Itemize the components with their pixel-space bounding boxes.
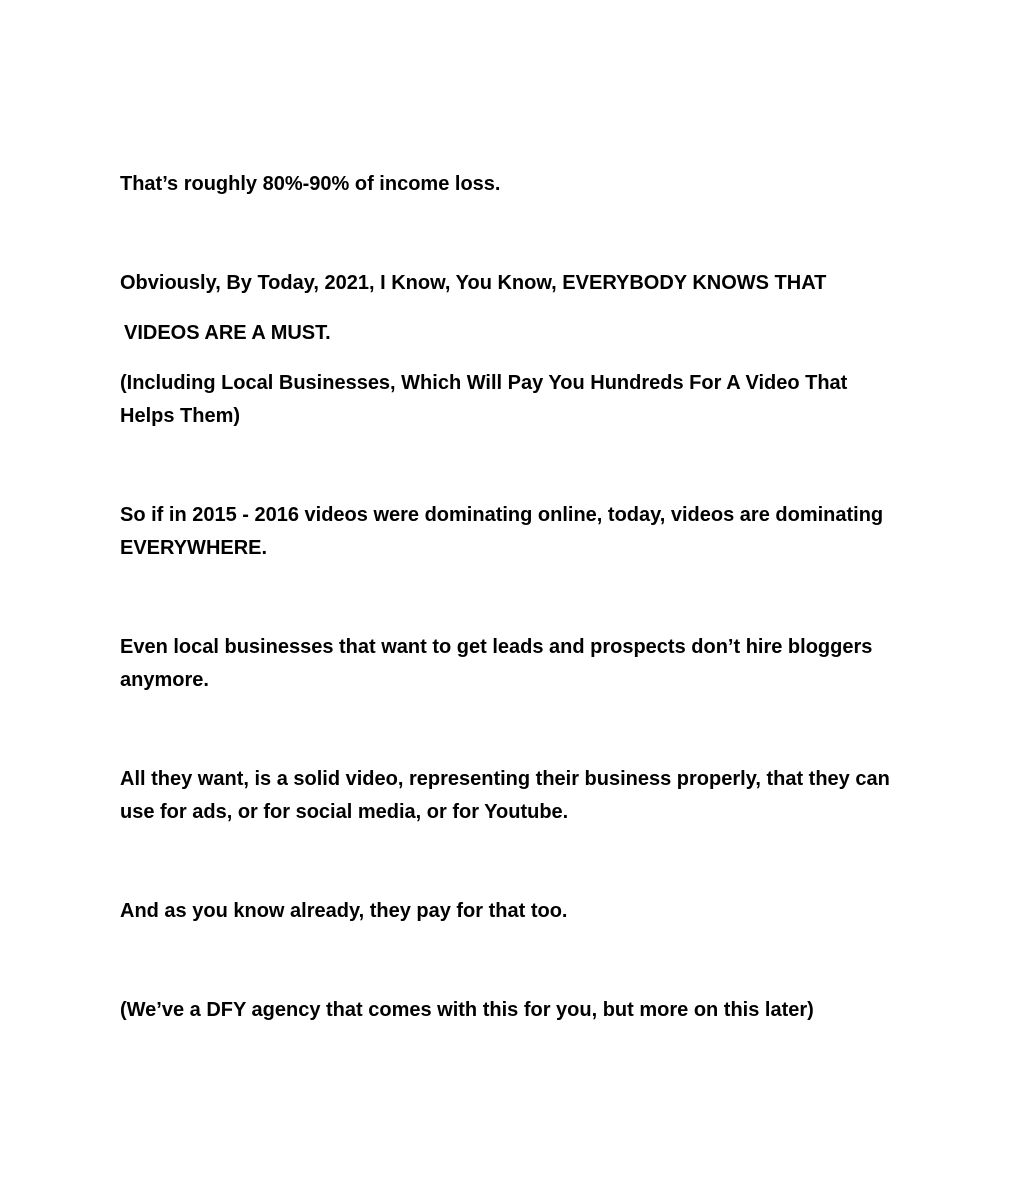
paragraph-no-bloggers: Even local businesses that want to get leads and prospects don’t hire bloggers anymore. <box>120 636 873 691</box>
paragraph-solid-video: All they want, is a solid video, representing their business properly, that they can use for ads, or for social media, or for Youtube. <box>120 768 890 823</box>
paragraph-local-businesses-pay: (Including Local Businesses, Which Will Pay You Hundreds For A Video That Helps Them) <box>120 372 848 427</box>
paragraph-videos-dominating: So if in 2015 - 2016 videos were dominating online, today, videos are dominating EVERYWHERE. <box>120 504 884 559</box>
paragraph-they-pay: And as you know already, they pay for that too. <box>120 900 568 922</box>
paragraph-videos-must: VIDEOS ARE A MUST. <box>124 322 331 344</box>
paragraph-everybody-knows: Obviously, By Today, 2021, I Know, You Know, EVERYBODY KNOWS THAT <box>120 272 827 294</box>
paragraph-dfy-agency: (We’ve a DFY agency that comes with this for you, but more on this later) <box>120 999 814 1021</box>
paragraph-income-loss: That’s roughly 80%-90% of income loss. <box>120 173 501 195</box>
